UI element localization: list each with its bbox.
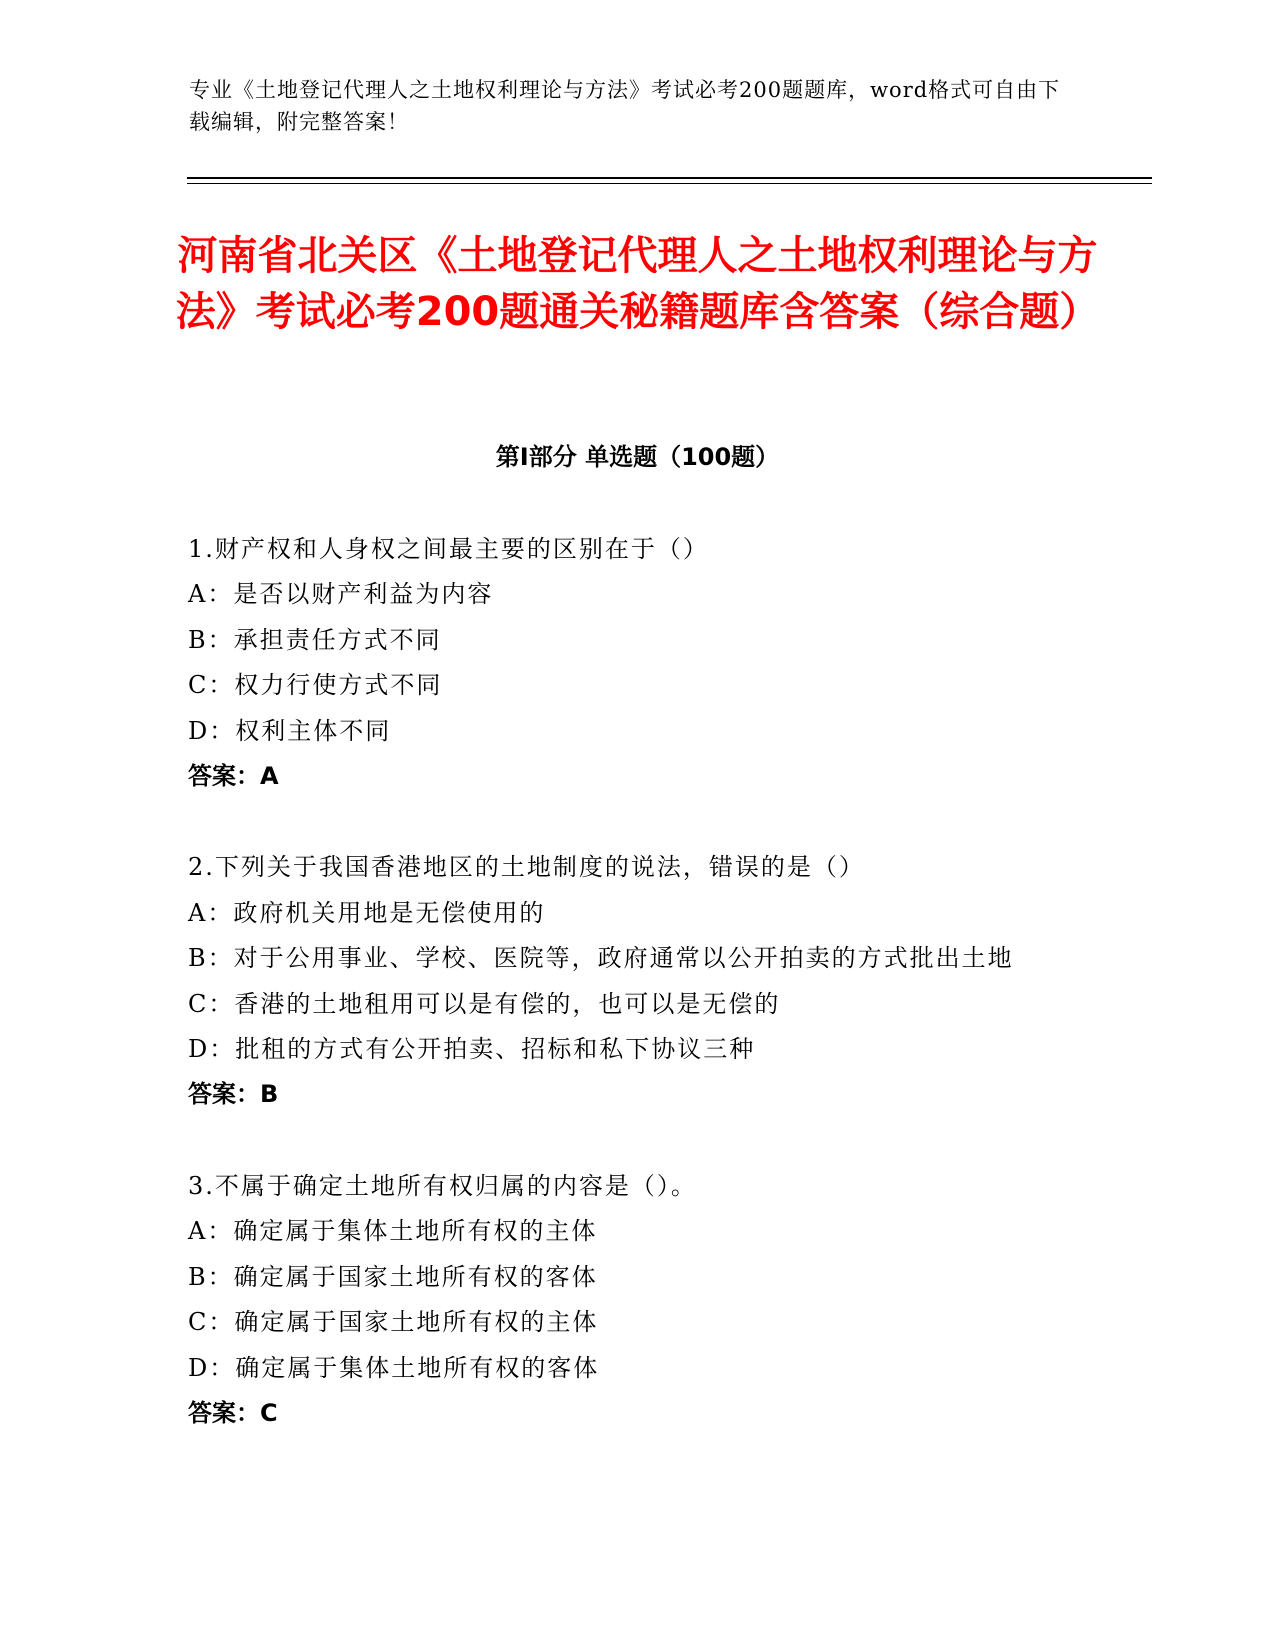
option-a: A：是否以财产利益为内容 [188,580,494,609]
option-c: C：香港的土地租用可以是有偿的，也可以是无偿的 [188,989,781,1018]
option-d: D：确定属于集体土地所有权的客体 [188,1353,600,1382]
question-stem: 1.财产权和人身权之间最主要的区别在于（） [188,535,709,563]
answer-line: 答案：B [188,1080,279,1109]
question-1 [188,527,1088,799]
option-b: B：确定属于国家土地所有权的客体 [188,1262,598,1291]
option-d: D：权利主体不同 [188,716,392,745]
header-divider-thin [187,183,1152,184]
question-list [188,527,1088,1482]
option-a: A：政府机关用地是无偿使用的 [188,898,546,927]
question-stem: 2.下列关于我国香港地区的土地制度的说法，错误的是（） [188,853,865,882]
option-a: A：确定属于集体土地所有权的主体 [188,1217,598,1246]
option-d: D：批租的方式有公开拍卖、招标和私下协议三种 [188,1035,756,1064]
document-title: 河南省北关区《土地登记代理人之土地权利理论与方法》考试必考200题通关秘籍题库含答案（综合题） [175,233,1100,335]
question-stem: 3.不属于确定土地所有权归属的内容是（）。 [188,1171,697,1200]
option-b: B：承担责任方式不同 [188,625,442,654]
option-c: C：权力行使方式不同 [188,671,443,700]
section-title: 第Ⅰ部分 单选题（100题） [495,443,780,471]
answer-line: 答案：A [188,762,279,791]
header-divider-thick [187,177,1152,179]
question-3 [188,1164,1088,1436]
option-b: B：对于公用事业、学校、医院等，政府通常以公开拍卖的方式批出土地 [188,944,1014,973]
document-header: 专业《土地登记代理人之土地权利理论与方法》考试必考200题题库，word格式可自由下载编辑，附完整答案！ [189,78,1061,134]
question-2 [188,845,1088,1117]
option-c: C：确定属于国家土地所有权的主体 [188,1308,599,1337]
answer-line: 答案：C [188,1398,278,1427]
